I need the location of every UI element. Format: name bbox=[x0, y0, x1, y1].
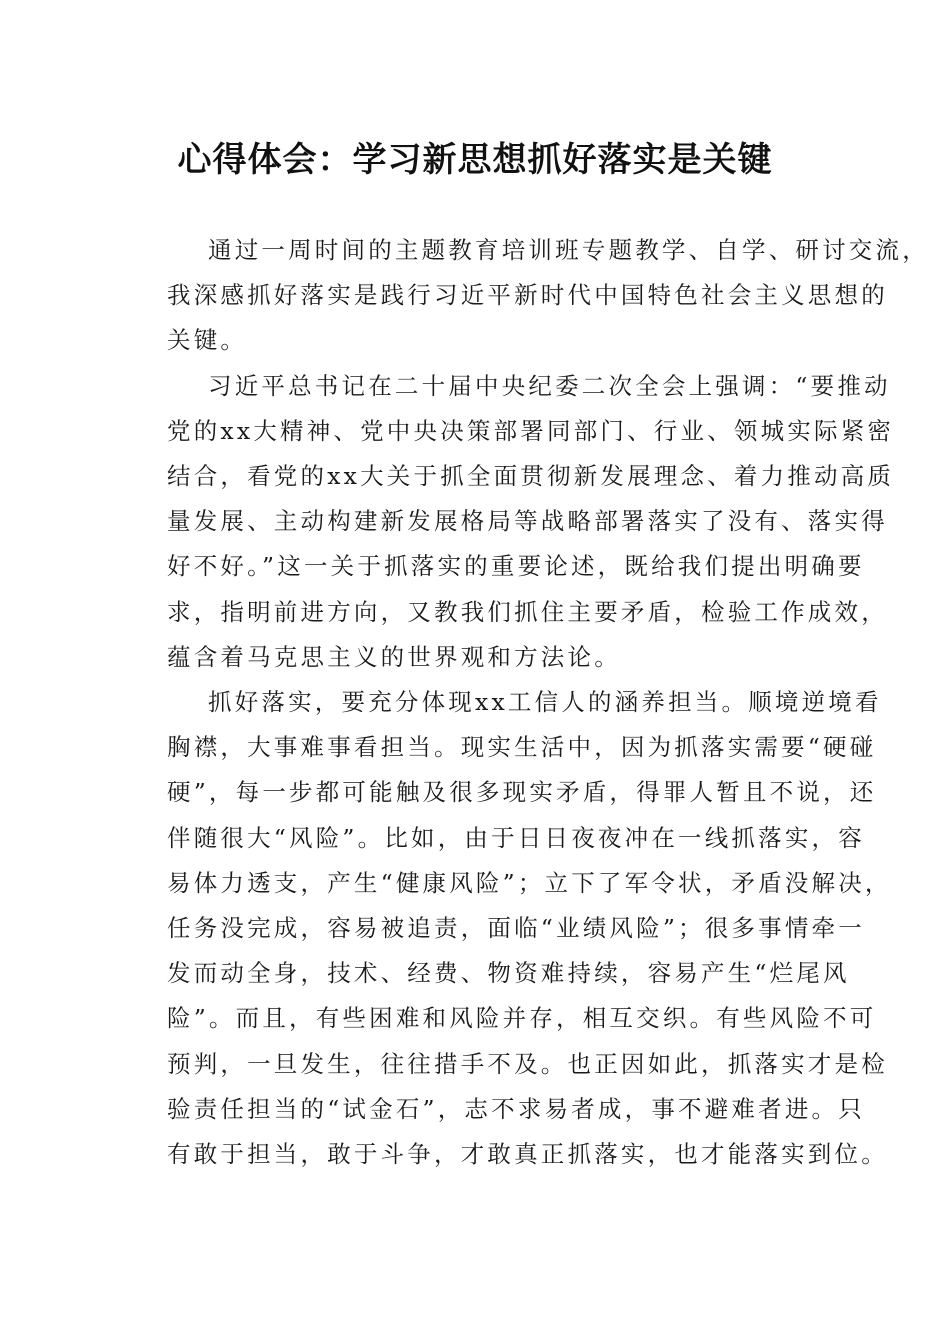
text-line: 胸襟，大事难事看担当。现实生活中，因为抓落实需要“硬碰 bbox=[167, 733, 877, 762]
text-line: 抓好落实，要充分体现xx工信人的涵养担当。顺境逆境看 bbox=[208, 688, 882, 717]
text-line: 伴随很大“风险”。比如，由于日日夜夜冲在一线抓落实，容 bbox=[167, 823, 865, 852]
text-line: 关键。 bbox=[167, 326, 248, 355]
text-line: 量发展、主动构建新发展格局等战略部署落实了没有、落实得 bbox=[167, 507, 888, 536]
document-body bbox=[120, 228, 929, 1177]
text-line: 有敢于担当，敢于斗争，才敢真正抓落实，也才能落实到位。 bbox=[167, 1140, 888, 1169]
text-line: 蕴含着马克思主义的世界观和方法论。 bbox=[167, 642, 621, 671]
text-line: 险”。而且，有些困难和风险并存，相互交织。有些风险不可 bbox=[167, 1004, 877, 1033]
text-line: 习近平总书记在二十届中央纪委二次全会上强调：“要推动 bbox=[208, 371, 891, 400]
paragraph-responsibility bbox=[120, 680, 892, 1177]
text-line: 结合，看党的xx大关于抓全面贯彻新发展理念、着力推动高质 bbox=[167, 462, 895, 491]
text-line: 党的xx大精神、党中央决策部署同部门、行业、领城实际紧密 bbox=[167, 416, 895, 445]
document-title: 心得体会：学习新思想抓好落实是关键 bbox=[177, 140, 773, 180]
text-line: 发而动全身，技术、经费、物资难持续，容易产生“烂尾风 bbox=[167, 959, 850, 988]
text-line: 好不好。”这一关于抓落实的重要论述，既给我们提出明确要 bbox=[167, 552, 865, 581]
text-line: 验责任担当的“试金石”，志不求易者成，事不避难者进。只 bbox=[167, 1094, 865, 1123]
text-line: 求，指明前进方向，又教我们抓住主要矛盾，检验工作成效， bbox=[167, 597, 888, 626]
text-line: 易体力透支，产生“健康风险”；立下了军令状，矛盾没解决， bbox=[167, 868, 892, 897]
text-line: 硬”，每一步都可能触及很多现实矛盾，得罪人暂且不说，还 bbox=[167, 778, 877, 807]
paragraph-intro bbox=[120, 228, 929, 364]
paragraph-quote bbox=[120, 364, 895, 680]
text-line: 任务没完成，容易被追责，面临“业绩风险”；很多事情牵一 bbox=[167, 914, 865, 943]
text-line: 我深感抓好落实是践行习近平新时代中国特色社会主义思想的 bbox=[167, 281, 888, 310]
text-line: 预判，一旦发生，往往措手不及。也正因如此，抓落实才是检 bbox=[167, 1049, 888, 1078]
text-line: 通过一周时间的主题教育培训班专题教学、自学、研讨交流， bbox=[208, 236, 929, 264]
